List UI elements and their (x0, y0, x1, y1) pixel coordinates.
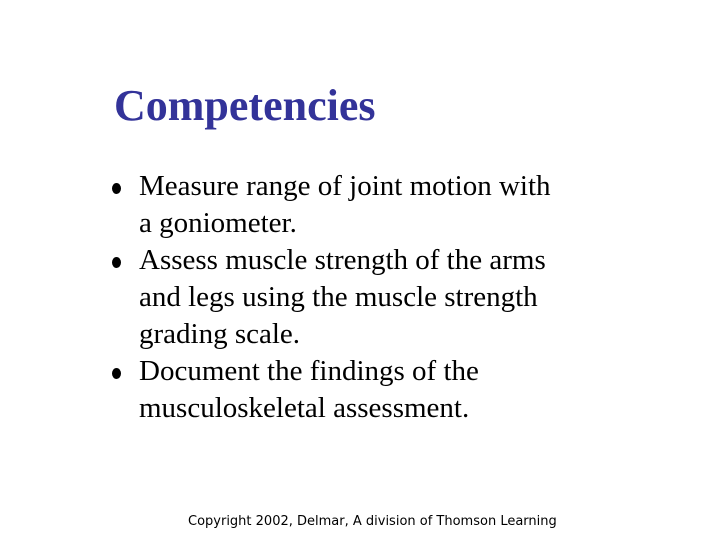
bullet-text: Assess muscle strength of the arms and legs using the muscle strength grading scale. (139, 244, 546, 350)
bullet-list (112, 168, 552, 427)
copyright-footer: Copyright 2002, Delmar, A division of Thomson Learning (188, 514, 557, 529)
list-item (112, 242, 552, 353)
bullet-text: Document the findings of the musculoskeletal assessment. (139, 355, 479, 424)
bullet-icon (112, 257, 121, 268)
slide-title: Competencies (114, 81, 376, 130)
list-item (112, 168, 552, 242)
list-item (112, 353, 552, 427)
bullet-text: Measure range of joint motion with a goniometer. (139, 170, 551, 239)
bullet-icon (112, 368, 121, 379)
bullet-icon (112, 183, 121, 194)
